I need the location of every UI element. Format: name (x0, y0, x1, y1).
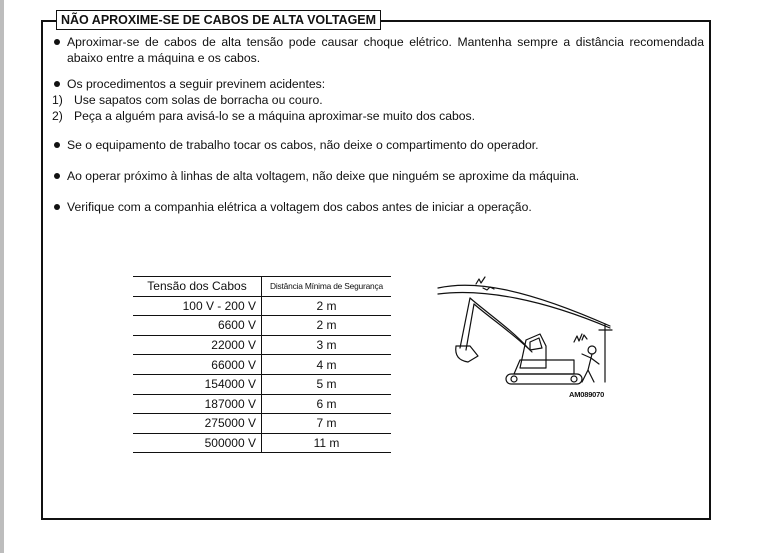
safety-distance-table (133, 276, 391, 453)
sub-item (52, 108, 704, 124)
table-row (133, 316, 391, 336)
warning-content (52, 34, 704, 227)
table-row (133, 433, 391, 453)
page-edge-bar (0, 0, 4, 553)
bullet-item (52, 76, 704, 124)
warning-title: NÃO APROXIME-SE DE CABOS DE ALTA VOLTAGEM (56, 10, 381, 30)
sub-item (52, 92, 704, 108)
sub-item-number: 1) (52, 93, 63, 107)
bullet-item: Ao operar próximo à linhas de alta voltagem, não deixe que ninguém se aproxime da máquina. (52, 168, 704, 184)
voltage-cell: 154000 V (133, 374, 262, 394)
table-row (133, 335, 391, 355)
distance-cell: 7 m (262, 414, 392, 434)
header-voltage: Tensão dos Cabos (133, 277, 262, 297)
distance-cell: 11 m (262, 433, 392, 453)
header-distance: Distância Mínima de Segurança (262, 277, 392, 297)
table-row (133, 296, 391, 316)
voltage-cell: 6600 V (133, 316, 262, 336)
distance-cell: 2 m (262, 316, 392, 336)
bullet-item: Aproximar-se de cabos de alta tensão pode causar choque elétrico. Mantenha sempre a distância recomendada abaixo entre a máquina e os cabos. (52, 34, 704, 66)
bullet-text: Os procedimentos a seguir previnem acidentes: (67, 77, 326, 91)
power-line (438, 285, 610, 326)
voltage-cell: 66000 V (133, 355, 262, 375)
voltage-cell: 275000 V (133, 414, 262, 434)
sub-item-text: Peça a alguém para avisá-lo se a máquina aproximar-se muito dos cabos. (74, 109, 476, 123)
distance-cell: 6 m (262, 394, 392, 414)
voltage-cell: 100 V - 200 V (133, 296, 262, 316)
distance-cell: 4 m (262, 355, 392, 375)
excavator-power-line-illustration (434, 270, 624, 410)
sub-item-number: 2) (52, 109, 63, 123)
voltage-cell: 187000 V (133, 394, 262, 414)
figure-code: AM089070 (569, 390, 605, 399)
table-row (133, 374, 391, 394)
table-row (133, 355, 391, 375)
table-row (133, 394, 391, 414)
voltage-cell: 500000 V (133, 433, 262, 453)
voltage-cell: 22000 V (133, 335, 262, 355)
bullet-item: Verifique com a companhia elétrica a voltagem dos cabos antes de iniciar a operação. (52, 199, 704, 215)
sub-item-text: Use sapatos com solas de borracha ou couro. (74, 93, 323, 107)
table-header-row (133, 277, 391, 297)
distance-cell: 5 m (262, 374, 392, 394)
bullet-item: Se o equipamento de trabalho tocar os cabos, não deixe o compartimento do operador. (52, 137, 704, 153)
power-line (438, 292, 610, 328)
distance-cell: 3 m (262, 335, 392, 355)
distance-cell: 2 m (262, 296, 392, 316)
table-row (133, 414, 391, 434)
